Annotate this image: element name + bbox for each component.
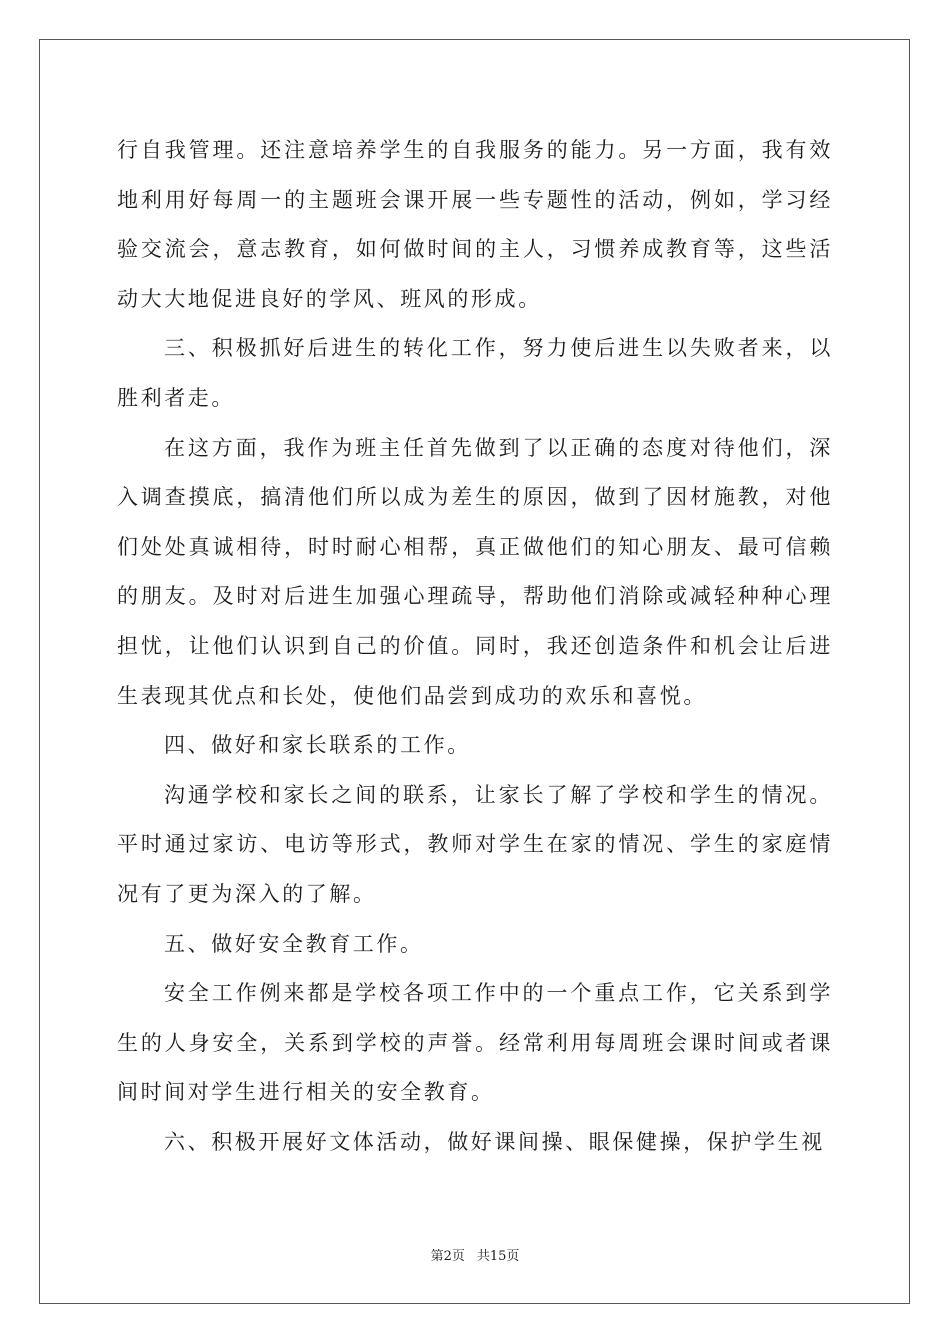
total-pages: 共15页 [476,1249,520,1264]
current-page-number: 第2页 [430,1249,465,1264]
paragraph: 三、积极抓好后进生的转化工作，努力使后进生以失败者来，以胜利者走。 [117,336,833,410]
page-footer [0,1247,950,1267]
paragraph: 在这方面，我作为班主任首先做到了以正确的态度对待他们，深入调查摸底，搞清他们所以成为差生的原因，做到了因材施教，对他们处处真诚相待，时时耐心相帮，真正做他们的知心朋友、最可信赖的朋友。及时对后进生加强心理疏导，帮助他们消除或减轻种种心理担忧，让他们认识到自己的价值。同时，我还创造条件和机会让后进生表现其优点和长处，使他们品尝到成功的欢乐和喜悦。 [117,435,833,708]
document-body [117,126,833,1167]
paragraph: 安全工作例来都是学校各项工作中的一个重点工作，它关系到学生的人身安全，关系到学校的声誉。经常利用每周班会课时间或者课间时间对学生进行相关的安全教育。 [117,981,833,1105]
paragraph: 六、积极开展好文体活动，做好课间操、眼保健操，保护学生视 [164,1129,825,1154]
paragraph: 行自我管理。还注意培养学生的自我服务的能力。另一方面，我有效地利用好每周一的主题班会课开展一些专题性的活动，例如，学习经验交流会，意志教育，如何做时间的主人，习惯养成教育等，这些活动大大地促进良好的学风、班风的形成。 [117,138,833,311]
paragraph: 五、做好安全教育工作。 [164,931,424,956]
paragraph: 四、做好和家长联系的工作。 [164,733,471,758]
paragraph: 沟通学校和家长之间的联系，让家长了解了学校和学生的情况。平时通过家访、电访等形式，教师对学生在家的情况、学生的家庭情况有了更为深入的了解。 [117,782,833,906]
